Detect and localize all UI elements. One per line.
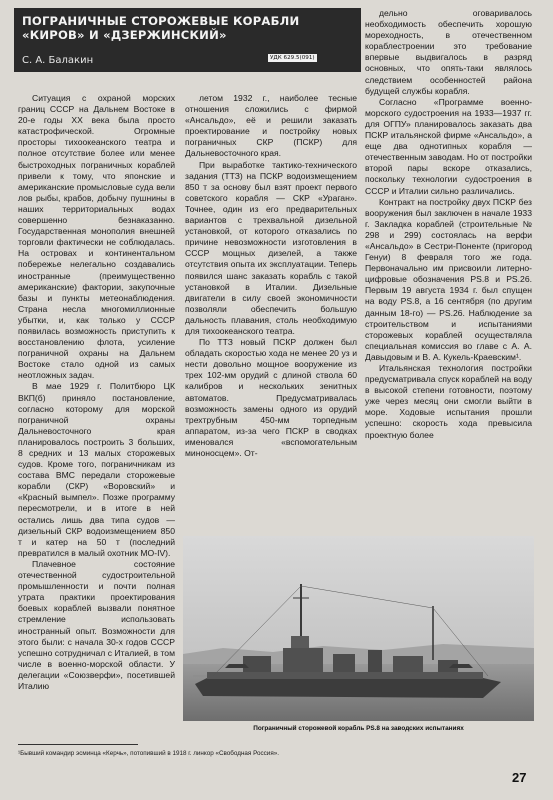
udk-code: УДК 629.5(091) bbox=[270, 55, 315, 61]
article-author: С. А. Балакин bbox=[22, 55, 94, 66]
paragraph: Плачевное состояние отечественной судостроительной промышленности и почти полная утрата практики проектирования боевых кораблей вызвали понятное стремление использовать иностранный опыт. Возможности для этого были: с начала 30-х годов СССР успешно сотрудничал с Италией, в том числе в военно-морской области. У делегации «Союзверфи», посетившей Италию bbox=[18, 558, 175, 691]
article-header bbox=[14, 8, 361, 72]
article-title: ПОГРАНИЧНЫЕ СТОРОЖЕВЫЕ КОРАБЛИ «КИРОВ» И «ДЗЕРЖИНСКИЙ» bbox=[22, 14, 300, 42]
footnote: ¹Бывший командир эсминца «Керчь», потопивший в 1918 г. линкор «Свободная Россия». bbox=[18, 750, 279, 757]
paragraph: Согласно «Программе военно-морского судостроения на 1933—1937 гг. для ОГПУ» планировалось заказать два ПСКР итальянской фирме «Ансальдо», а еще два однотипных корабля — отечественным заводам. Но от постройки второй пары вскоре отказались, поскольку технологии судостроения в СССР и Италии сильно различались. bbox=[365, 96, 532, 196]
paragraph: В мае 1929 г. Политбюро ЦК ВКП(б) приняло постановление, согласно которому для морской пограничной охраны Дальневосточного края планировалось построить 3 больших, 8 средних и 13 малых сторожевых судов. Кроме того, пограничникам из состава ВМС передали сторожевые корабли (СКР) «Воровский» и «Красный вымпел». Позже программу пересмотрели, и в итоге в ней остались лишь два типа судов — дизельный СКР водоизмещением 850 т и катер на 50 т (последний превратился в малый охотник МО-IV). bbox=[18, 381, 175, 558]
ship-photo bbox=[183, 536, 534, 721]
text-column-3 bbox=[365, 8, 532, 441]
text-column-2 bbox=[185, 93, 357, 459]
photo-caption: Пограничный сторожевой корабль PS.8 на заводских испытаниях bbox=[253, 725, 464, 732]
paragraph: При выработке тактико-технического задания (ТТЗ) на ПСКР водоизмещением 850 т за основу был взят проект первого советского корабля — СКР «Ураган». Точнее, один из его предварительных вариантов с трехвальной дизельной установкой, от которого отказались по причине невозможности изготовления в СССР мощных дизелей, а также отсутствия опыта их эксплуатации. Теперь появился шанс заказать корабль с такой установкой в Италии. Дизельные двигатели в силу своей экономичности позволяли обеспечить большую дальность плавания, столь необходимую для тихоокеанского театра. bbox=[185, 159, 357, 336]
ship-photo-image bbox=[183, 536, 534, 721]
paragraph: дельно оговаривалось необходимость обеспечить хорошую мореходность, в отечественном кораблестроении это требование впервые выдвигалось в разряд основных, что опять-таки являлось следствием особенностей района будущей службы корабля. bbox=[365, 8, 532, 96]
page-number: 27 bbox=[512, 770, 527, 785]
paragraph: летом 1932 г., наиболее тесные отношения сложились с фирмой «Ансальдо», её и решили заказать проектирование и постройку новых пограничных СКР (ПСКР) для Дальневосточного края. bbox=[185, 93, 357, 159]
text-column-1 bbox=[18, 93, 175, 692]
paragraph: Контракт на постройку двух ПСКР без вооружения был заключен в начале 1933 г. Закладка кораблей (строительные № 298 и 299) состоялась на верфи «Ансальдо» в Сестри-Поненте (пригород Генуи) 8 февраля того же года. Первоначально им присвоили литерно-цифровые обозначения PS.8 и PS.26. Первым 19 августа 1934 г. был спущен на воду PS.8, а 16 сентября (по другим данным 18-го) — PS.26. Наблюдение за строительством и испытаниями сторожевых кораблей осуществляла специальная комиссия во главе с А. А. Давыдовым и В. А. Кукель-Краевским¹. bbox=[365, 196, 532, 362]
footnote-divider bbox=[18, 744, 138, 745]
paragraph: Ситуация с охраной морских границ СССР на Дальнем Востоке в 20-е годы XX века была просто катастрофической. Огромные просторы тихоокеанского театра и полное отсутствие более или менее быстроходных пограничных кораблей привели к тому, что японские и американские промысловые суда вели лов рыбы, крабов, добычу пушнины в наших территориальных водах совершенно безнаказанно. Государственная монополия внешней торговли фактически не соблюдалась. На островах и континентальном побережье нелегально создавались иностранные (преимущественно американские) фактории, закупочные базы и пункты метеонаблюдения. Страна несла многомиллионные убытки, и, как только у СССР появилась возможность приступить к восстановлению флота, усиление пограничной охраны на Дальнем Востоке стало одной из самых неотложных задач. bbox=[18, 93, 175, 381]
paragraph: Итальянская технология постройки предусматривала спуск кораблей на воду в высокой степени готовности, поэтому уже через месяц они смогли выйти в море. Ходовые испытания прошли успешно: скорость хода превысила проектную более bbox=[365, 363, 532, 440]
paragraph: По ТТЗ новый ПСКР должен был обладать скоростью хода не менее 20 уз и нести довольно мощное вооружение из трех 102-мм орудий с длиной ствола 60 калибров и нескольких зенитных автоматов. Предусматривалась возможность замены одного из орудий трехтрубным 450-мм торпедным аппаратом, из-за чего ПСКР в сводках именовался «вспомогательным миноносцем». От- bbox=[185, 337, 357, 458]
